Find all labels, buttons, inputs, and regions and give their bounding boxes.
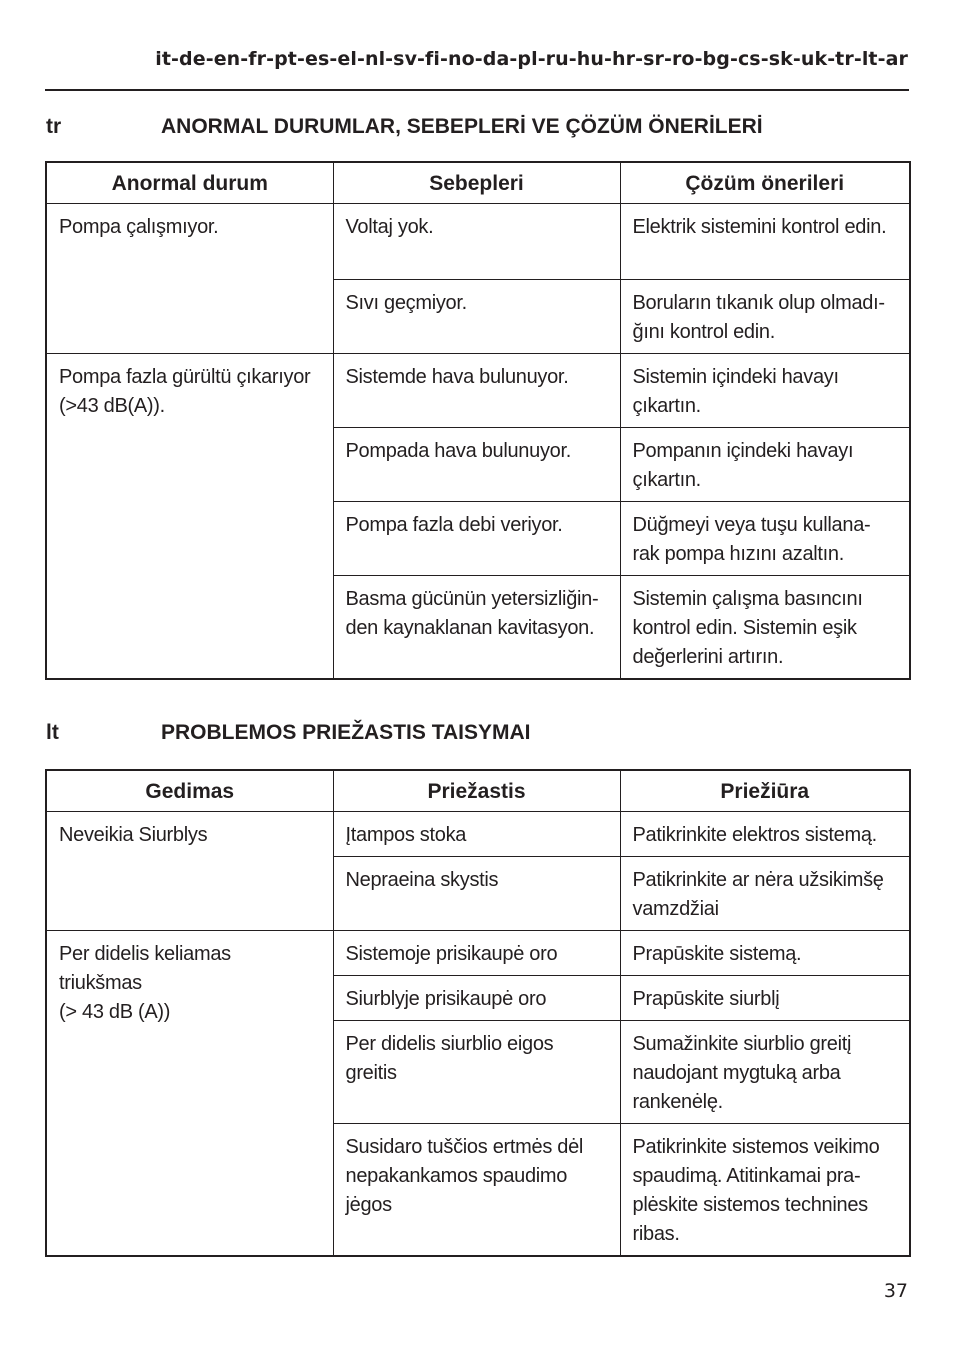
troubleshooting-table-tr: [45, 161, 911, 680]
solution-cell: Sistemin içindeki havayı çıkartın.: [620, 354, 910, 428]
solution-cell: Düğmeyi veya tuşu kullana- rak pompa hızını azaltın.: [620, 502, 910, 576]
table-row: [46, 931, 910, 976]
cause-cell: Pompada hava bulunuyor.: [333, 428, 620, 502]
problem-cell: Per didelis keliamas triukšmas (> 43 dB (A)): [46, 931, 333, 1257]
cause-cell: Nepraeina skystis: [333, 857, 620, 931]
table-row: [46, 354, 910, 428]
section-code: tr: [46, 115, 62, 138]
column-header: Sebepleri: [333, 162, 620, 204]
cause-cell: Basma gücünün yetersizliğin- den kaynaklanan kavitasyon.: [333, 576, 620, 680]
solution-cell: Sistemin çalışma basıncını kontrol edin. Sistemin eşik değerlerini artırın.: [620, 576, 910, 680]
solution-cell: Boruların tıkanık olup olmadı- ğını kontrol edin.: [620, 280, 910, 354]
table-header-row: [46, 770, 910, 812]
column-header: Anormal durum: [46, 162, 333, 204]
solution-cell: Patikrinkite sistemos veikimo spaudimą. Atitinkamai pra- plėskite sistemos technines ribas.: [620, 1124, 910, 1257]
column-header: Gedimas: [46, 770, 333, 812]
section-heading-lt: [46, 721, 530, 745]
problem-cell: Pompa fazla gürültü çıkarıyor (>43 dB(A)).: [46, 354, 333, 680]
solution-cell: Pompanın içindeki havayı çıkartın.: [620, 428, 910, 502]
cause-cell: Voltaj yok.: [333, 204, 620, 280]
section-code: lt: [46, 721, 59, 744]
cause-cell: Sistemde hava bulunuyor.: [333, 354, 620, 428]
cause-cell: Siurblyje prisikaupė oro: [333, 976, 620, 1021]
column-header: Çözüm önerileri: [620, 162, 910, 204]
troubleshooting-table-lt: [45, 769, 911, 1257]
section-heading-tr: [46, 115, 763, 139]
column-header: Priežiūra: [620, 770, 910, 812]
solution-cell: Prapūskite siurblį: [620, 976, 910, 1021]
page-number: 37: [883, 1280, 908, 1302]
header-rule: [45, 89, 909, 91]
problem-cell: Pompa çalışmıyor.: [46, 204, 333, 354]
problem-cell: Neveikia Siurblys: [46, 812, 333, 931]
cause-cell: Įtampos stoka: [333, 812, 620, 857]
cause-cell: Sistemoje prisikaupė oro: [333, 931, 620, 976]
cause-cell: Sıvı geçmiyor.: [333, 280, 620, 354]
table-row: [46, 204, 910, 280]
cause-cell: Per didelis siurblio eigos greitis: [333, 1021, 620, 1124]
language-list: it-de-en-fr-pt-es-el-nl-sv-fi-no-da-pl-ru-hu-hr-sr-ro-bg-cs-sk-uk-tr-lt-ar: [155, 48, 908, 70]
section-title: ANORMAL DURUMLAR, SEBEPLERİ VE ÇÖZÜM ÖNERİLERİ: [161, 115, 763, 138]
column-header: Priežastis: [333, 770, 620, 812]
table-row: [46, 812, 910, 857]
solution-cell: Sumažinkite siurblio greitį naudojant mygtuką arba rankenėlę.: [620, 1021, 910, 1124]
solution-cell: Elektrik sistemini kontrol edin.: [620, 204, 910, 280]
solution-cell: Patikrinkite elektros sistemą.: [620, 812, 910, 857]
solution-cell: Prapūskite sistemą.: [620, 931, 910, 976]
cause-cell: Susidaro tuščios ertmės dėl nepakankamos spaudimo jėgos: [333, 1124, 620, 1257]
section-title: PROBLEMOS PRIEŽASTIS TAISYMAI: [161, 721, 531, 744]
table-header-row: [46, 162, 910, 204]
solution-cell: Patikrinkite ar nėra užsikimšę vamzdžiai: [620, 857, 910, 931]
cause-cell: Pompa fazla debi veriyor.: [333, 502, 620, 576]
